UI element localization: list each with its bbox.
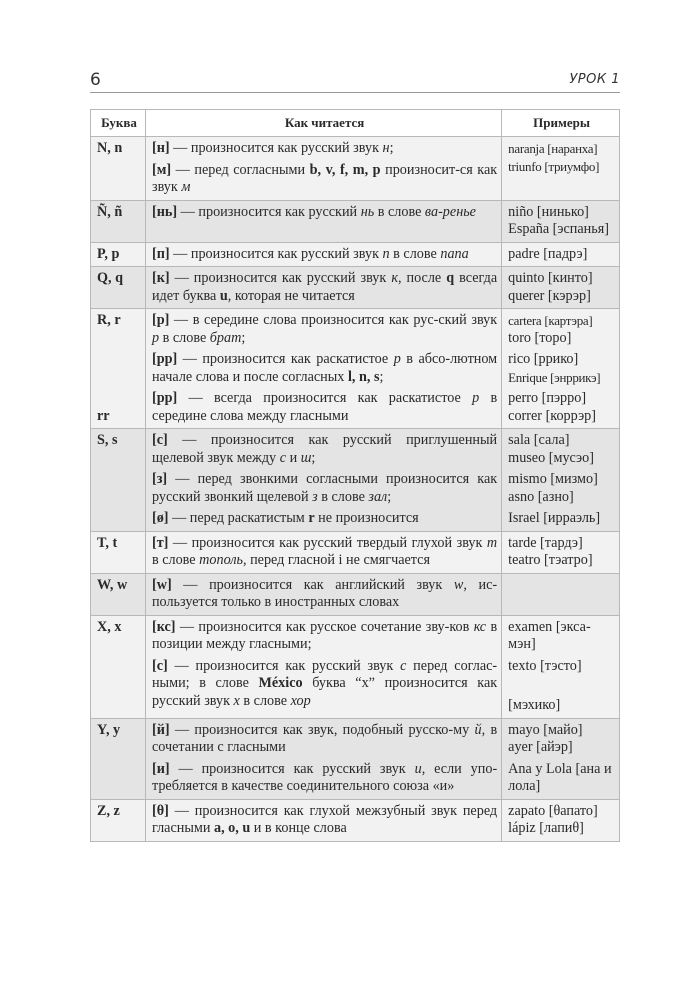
rule-bold: l, n, s [347,368,380,385]
rule-italic: брат [209,329,242,346]
table-row [91,242,620,267]
rule-text: перед соглас-ными; в слове [151,657,498,691]
example-word: España [эспанья] [508,221,609,237]
rule-text: , перед гласной i не смягчается [242,552,431,568]
rule-text: в слове [389,245,441,262]
pronunciation-rule [152,577,497,612]
sound-symbol: [θ] [151,802,169,819]
letter-cell [91,429,146,532]
examples-cell [502,137,620,201]
sound-symbol: [н] [151,140,170,156]
reading-cell [145,429,501,532]
reading-cell [145,573,501,615]
example-word: triunfo [триумфо] [508,158,600,174]
rule-bold: q [446,270,455,286]
letter-label: X, x [97,618,122,635]
rule-text: , если упо-требляется в качестве соединительного союза «и» [151,760,498,794]
rule-text: не произносится [314,510,419,526]
pronunciation-rule [152,658,497,711]
reading-cell [145,137,501,201]
letter-label: W, w [97,576,128,593]
rule-text: — всегда произносится как раскатистое [177,390,473,406]
rule-text: в слове [317,488,369,505]
examples-cell [502,309,620,429]
rule-text: и [286,449,301,466]
rule-text: — перед согласными [171,161,310,178]
rule-italic: й [474,721,482,738]
rule-text: в слове [159,329,210,346]
rule-text: — перед раскатистым [168,510,309,526]
rule-italic: р [151,329,160,346]
column-header-examples: Примеры [502,110,620,137]
rule-text: буква “x” произносится как русский звук [151,675,498,709]
sound-symbol: [ø] [151,510,169,526]
letter-label: P, p [97,245,120,262]
table-header-row [91,110,620,137]
rule-italic: ва-ренье [424,203,476,220]
rule-text: — произносится как русское сочетание зву-ков [175,618,474,635]
examples-cell [502,799,620,841]
letter-cell [91,615,146,718]
reading-cell [145,242,501,267]
sound-symbol: [п] [151,245,170,262]
rule-text: — произносится как русский звук [169,760,415,777]
rule-text: ; [389,140,394,156]
pronunciation-rule [152,471,497,506]
example-word: perro [пэрро] [508,390,587,406]
examples-cell [502,573,620,615]
rule-text: в слове [239,692,291,709]
example-word: ayer [айэр] [508,739,573,755]
sound-symbol: [м] [151,161,172,178]
rule-text: произносит-ся как звук [151,161,498,195]
rule-text: — произносится как глухой межзубный звук перед гласными [151,802,498,836]
sound-symbol: [рр] [151,390,178,406]
letter-cell [91,531,146,573]
rule-bold: a, o, u [213,820,251,836]
rule-text: в позиции между гласными; [151,618,498,652]
pronunciation-rule [152,162,497,197]
sound-symbol: [к] [151,270,170,286]
rule-text: ; [311,449,316,466]
rule-text: ; [241,329,246,346]
rule-text: в середине слова между гласными [151,390,498,424]
rule-text: всегда идет буква [151,270,498,304]
example-word: rico [ррико] [508,351,579,367]
example-word: niño [нинько] [508,203,589,220]
pronunciation-rule [152,312,497,347]
letter-label: Ñ, ñ [97,203,123,220]
letter-cell [91,309,146,429]
example-word: teatro [тэатро] [508,552,593,568]
column-header-letter: Буква [91,110,146,137]
examples-cell [502,429,620,532]
sound-symbol: [w] [151,576,172,593]
rule-italic: w [453,576,464,593]
rule-italic: тополь [199,552,243,568]
rule-text: — произносится как русский звук [167,657,401,674]
example-word: [мэхико] [508,697,561,713]
pronunciation-rule [152,270,497,305]
rule-italic: с [279,449,287,466]
sound-symbol: [р] [151,312,170,328]
examples-cell [502,531,620,573]
rule-text: — произносится как раскатистое [177,351,394,367]
pronunciation-rule [152,535,497,570]
sound-symbol: [з] [151,471,168,487]
rule-italic: р [393,351,401,367]
letter-cell [91,200,146,242]
rule-italic: н [382,140,390,156]
page-header [90,70,620,93]
table-row [91,429,620,532]
pronunciation-rule [152,432,497,467]
table-row [91,309,620,429]
pronunciation-rule [152,204,497,222]
letter-cell [91,573,146,615]
rule-italic: з [312,488,318,505]
example-word: querer [кэрэр] [508,287,591,304]
alphabet-table [90,109,620,842]
example-word: quinto [кинто] [508,270,593,286]
rule-text: — произносится как русский звук [169,270,392,286]
examples-cell [502,718,620,799]
pronunciation-rule [152,510,497,528]
rule-bold: u [219,287,228,304]
sound-symbol: [й] [151,721,170,738]
rule-text: , ис-пользуется только в иностранных словах [151,576,498,610]
rule-text: — произносится как звук, подобный русско-му [169,721,475,738]
sound-symbol: [с] [151,657,168,674]
rule-italic: т [486,534,498,551]
rule-text: и в конце слова [250,820,347,836]
rule-text: , которая не читается [227,287,355,304]
letter-cell [91,718,146,799]
column-header-reading: Как читается [145,110,501,137]
rule-italic: п [382,245,390,262]
examples-cell [502,242,620,267]
example-word: naranja [наранха] [508,141,598,156]
reading-cell [145,267,501,309]
example-word: mayo [майо] [508,721,583,738]
rule-text: — произносится как английский звук [171,576,454,593]
rule-text: — произносится как русский приглушенный щелевой звук между [151,432,498,466]
letter-cell [91,267,146,309]
rule-italic: нь [360,203,375,220]
example-word: mismo [мизмо] [508,471,598,487]
rule-text: — произносится как русский звук [169,140,383,156]
table-row [91,267,620,309]
table-row [91,573,620,615]
rule-text: , в сочетании с гласными [151,721,498,755]
reading-cell [145,309,501,429]
example-word: museo [мусэо] [508,449,594,466]
table-row [91,718,620,799]
rule-text: — в середине слова произносится как рус-ский звук [169,312,498,328]
chapter-title: УРОК 1 [569,72,620,87]
rule-italic: хор [290,692,311,709]
letter-cell [91,799,146,841]
pronunciation-rule [152,619,497,654]
rule-text: — произносится как русский твердый глухой звук [168,534,487,551]
sound-symbol: [рр] [151,351,178,367]
pronunciation-rule [152,390,497,425]
letter-label: T, t [97,534,118,551]
example-word: zapato [θапато] [508,802,598,819]
pronunciation-rule [152,246,497,264]
letter-label: R, r [97,312,121,328]
reading-cell [145,200,501,242]
sound-symbol: [т] [151,534,169,551]
table-body [91,137,620,842]
letter-label: Z, z [97,802,120,819]
letter-sub-label: rr [97,407,110,424]
examples-cell [502,267,620,309]
letter-label: N, n [97,140,123,156]
table-row [91,200,620,242]
reading-cell [145,531,501,573]
example-word: Enrique [энррикэ] [508,369,601,385]
rule-text: , после [397,270,447,286]
pronunciation-rule [152,722,497,757]
rule-italic: к [391,270,398,286]
example-word: lápiz [лапиθ] [508,820,584,836]
example-word: sala [сала] [508,432,570,448]
example-word: tarde [тардэ] [508,534,583,551]
table-row [91,531,620,573]
reading-cell [145,799,501,841]
rule-bold: b, v, f, m, p [309,161,381,178]
letter-label: S, s [97,432,118,448]
sound-symbol: [и] [151,760,170,777]
examples-cell [502,200,620,242]
letter-label: Y, y [97,721,121,738]
example-word: padre [падрэ] [508,245,588,262]
rule-text: — произносится как русский звук [169,245,383,262]
rule-text: в слове [374,203,425,220]
pronunciation-rule [152,803,497,838]
reading-cell [145,718,501,799]
example-word: examen [экса-мэн] [508,618,591,652]
rule-bold: México [258,675,303,691]
rule-italic: м [181,179,191,195]
letter-cell [91,137,146,201]
letter-cell [91,242,146,267]
pronunciation-rule [152,761,497,796]
example-word: Israel [ирраэль] [508,510,601,526]
rule-text: ; [387,488,392,505]
rule-italic: с [400,657,407,674]
pronunciation-rule [152,351,497,386]
example-word: texto [тэсто] [508,657,582,674]
letter-label: Q, q [97,270,124,286]
rule-italic: папа [440,245,469,262]
example-word: cartera [картэра] [508,313,593,328]
table-row [91,615,620,718]
examples-cell [502,615,620,718]
pronunciation-rule [152,140,497,158]
example-word: correr [коррэр] [508,407,597,424]
example-word: toro [торо] [508,329,572,346]
page-number: 6 [90,70,101,90]
rule-italic: и [414,760,422,777]
example-word: Ana y Lola [ана и лола] [508,760,612,794]
rule-text: — перед звонкими согласными произносится как русский звонкий щелевой [151,471,498,505]
rule-italic: х [233,692,240,709]
rule-italic: зал [368,488,388,505]
reading-cell [145,615,501,718]
rule-text: в слове [151,552,200,568]
rule-bold: r [308,510,315,526]
table-row [91,799,620,841]
rule-text: ; [379,368,384,385]
example-word: asno [азно] [508,488,574,505]
rule-text: — произносится как русский [177,203,361,220]
rule-italic: кс [473,618,487,635]
rule-italic: р [472,390,480,406]
sound-symbol: [кс] [151,618,176,635]
sound-symbol: [с] [151,432,168,448]
table-row [91,137,620,201]
sound-symbol: [нь] [151,203,178,220]
rule-italic: ш [300,449,312,466]
rule-text: в абсо-лютном начале слова и после согласных [151,351,498,385]
